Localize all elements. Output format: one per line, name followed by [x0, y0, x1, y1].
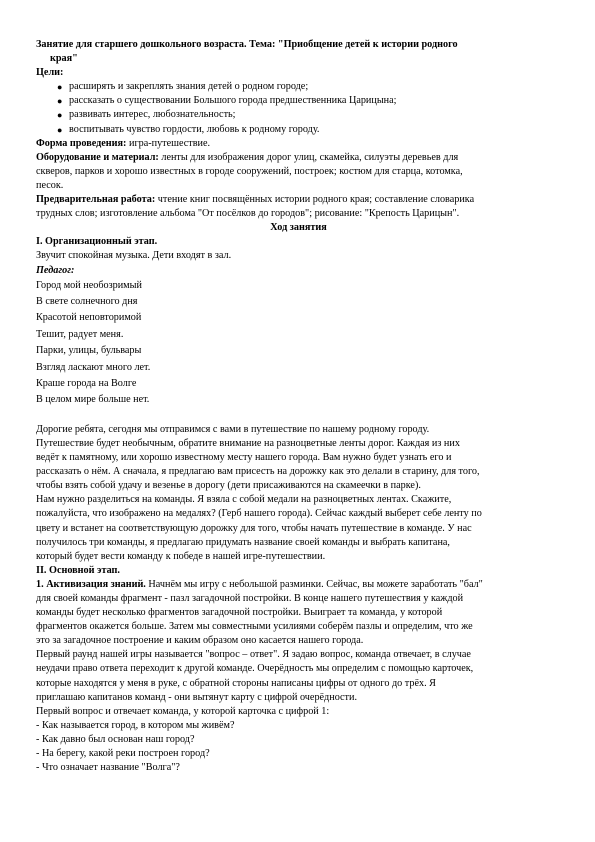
- activation-line: которые находятся у меня в руке, с обратной стороны написаны цифры от одного до трёх. Я: [36, 677, 436, 689]
- paragraph-line: получилось три команды, я предлагаю придумать название своей команды и выбрать капитана,: [36, 536, 450, 548]
- poem-line: Город мой необозримый: [36, 279, 142, 291]
- question-item: - Как называется город, в котором мы живём?: [36, 719, 235, 731]
- goals-list: [36, 80, 561, 136]
- activation-line: это за загадочное построение и каким образом оно касается нашего города.: [36, 635, 364, 647]
- goal-item: [36, 94, 561, 108]
- equipment-label: Оборудование и материал:: [36, 151, 159, 163]
- form-label: Форма проведения:: [36, 137, 127, 149]
- activation-line: Первый вопрос и отвечает команда, у которой карточка с цифрой 1:: [36, 705, 330, 717]
- bullet-icon: ●: [57, 110, 63, 121]
- poem-line: Парки, улицы, бульвары: [36, 345, 142, 357]
- poem-line: В целом мире больше нет.: [36, 394, 150, 406]
- activation-line: [36, 578, 561, 592]
- document-title: [36, 38, 561, 52]
- question-item: - На берегу, какой реки построен город?: [36, 748, 210, 759]
- question-item: - Как давно был основан наш город?: [36, 733, 195, 745]
- poem-line: Красотой неповторимой: [36, 312, 142, 324]
- equipment-line: песок.: [36, 179, 64, 191]
- activation-line: фрагментов окажется больше. Затем мы совместными усилиями соберём пазлы и определим, что же: [36, 621, 473, 633]
- paragraph-line: рассказать о нём. А сначала, я предлагаю вам присесть на дорожку как это делали в старину, для того,: [36, 466, 480, 478]
- goals-heading: [36, 66, 561, 80]
- prep-line: трудных слов; изготовление альбома "От посёлков до городов"; рисование: "Крепость Царицын".: [36, 208, 460, 220]
- equipment-line: скверов, парков и хорошо известных в городе сооружений, построек; костюм для старца, котомка,: [36, 165, 463, 177]
- goal-text: рассказать о существовании Большого города предшественника Царицына;: [69, 95, 397, 107]
- goal-text: воспитывать чувство гордости, любовь к родному городу.: [69, 123, 320, 135]
- paragraph-line: ведёт к памятному, или хорошо известному месту нашего города. Вам нужно будет узнать его и: [36, 452, 452, 464]
- bullet-icon: ●: [57, 124, 63, 135]
- activation-line: команды будет несколько фрагментов загадочной постройки. Выиграет та команда, у которой: [36, 607, 443, 619]
- goal-item: [36, 80, 561, 94]
- goal-item: [36, 108, 561, 122]
- title-line-1: Занятие для старшего дошкольного возраста. Тема: "Приобщение детей к истории родного: [36, 39, 458, 50]
- prep-label: Предварительная работа:: [36, 194, 156, 206]
- paragraph-line: Нам нужно разделиться на команды. Я взяла с собой медали на разноцветных лентах. Скажите,: [36, 494, 452, 506]
- poem-line: В свете солнечного дня: [36, 296, 138, 307]
- equipment-line: [36, 151, 561, 165]
- bullet-icon: ●: [57, 96, 63, 107]
- goal-text: расширять и закреплять знания детей о родном городе;: [69, 81, 309, 93]
- stage1-heading-text: I. Организационный этап.: [36, 236, 158, 248]
- prep-line: [36, 193, 561, 207]
- document-title-cont: [36, 52, 561, 66]
- paragraph-line: который будет вести команду к победе в нашей игре-путешествии.: [36, 550, 326, 562]
- title-line-2: края": [50, 53, 78, 65]
- goal-item: [36, 123, 561, 137]
- course-heading: Ход занятия: [270, 222, 327, 234]
- stage2-heading-text: II. Основной этап.: [36, 564, 120, 576]
- poem-line: Тешит, радует меня.: [36, 328, 124, 340]
- stage2-heading: [36, 564, 561, 578]
- paragraph-line: цвету и встанет на соответствующую дорожку для того, чтобы начать путешествие в команде. У нас: [36, 522, 472, 534]
- activation-line: неудачи право ответа переходит к другой команде. Очерёдность мы определим с помощью карточек,: [36, 663, 474, 675]
- goals-heading-text: Цели:: [36, 67, 64, 79]
- poem-line: Взгляд ласкают много лет.: [36, 361, 151, 373]
- paragraph-line: Дорогие ребята, сегодня мы отправимся с вами в путешествие по нашему родному городу.: [36, 423, 430, 435]
- poem-line: Краше города на Волге: [36, 378, 137, 390]
- activation-line: Первый раунд нашей игры называется "вопрос – ответ". Я задаю вопрос, команда отвечает, в случае: [36, 649, 471, 661]
- stage1-heading: [36, 235, 561, 249]
- activation-label: 1. Активизация знаний.: [36, 578, 146, 590]
- paragraph-line: пожалуйста, что изображено на медалях? (Герб нашего города). Сейчас каждый выберет себе ленту по: [36, 508, 482, 520]
- activation-line: для своей команды фрагмент - пазл загадочной постройки. В конце нашего путешествия у каждой: [36, 592, 464, 604]
- form-line: [36, 137, 561, 151]
- poem: [36, 278, 561, 409]
- document-page: [36, 38, 561, 775]
- activation-line: приглашаю капитанов команд - они вытянут карту с цифрой очерёдности.: [36, 691, 358, 703]
- question-item: - Что означает название "Волга"?: [36, 762, 180, 774]
- bullet-icon: ●: [57, 82, 63, 93]
- teacher-label: Педагог:: [36, 264, 75, 276]
- form-text: игра-путешествие.: [126, 137, 211, 149]
- stage1-intro: Звучит спокойная музыка. Дети входят в зал.: [36, 250, 232, 262]
- paragraph-line: чтобы взять собой удачу и везенье в дорогу (дети присаживаются на скамеечки в парке).: [36, 480, 421, 492]
- prep-text: чтение книг посвящённых истории родного края; составление словарика: [155, 194, 475, 206]
- activation-text: Начнём мы игру с небольшой разминки. Сейчас, вы можете заработать "бал": [145, 578, 483, 590]
- paragraph-line: Путешествие будет необычным, обратите внимание на разноцветные ленты дорог. Каждая из них: [36, 437, 460, 449]
- spacer: [36, 409, 561, 423]
- intro-paragraph: [36, 423, 561, 564]
- goal-text: развивать интерес, любознательность;: [69, 109, 236, 121]
- equipment-text: ленты для изображения дорог улиц, скамейка, силуэты деревьев для: [158, 151, 459, 163]
